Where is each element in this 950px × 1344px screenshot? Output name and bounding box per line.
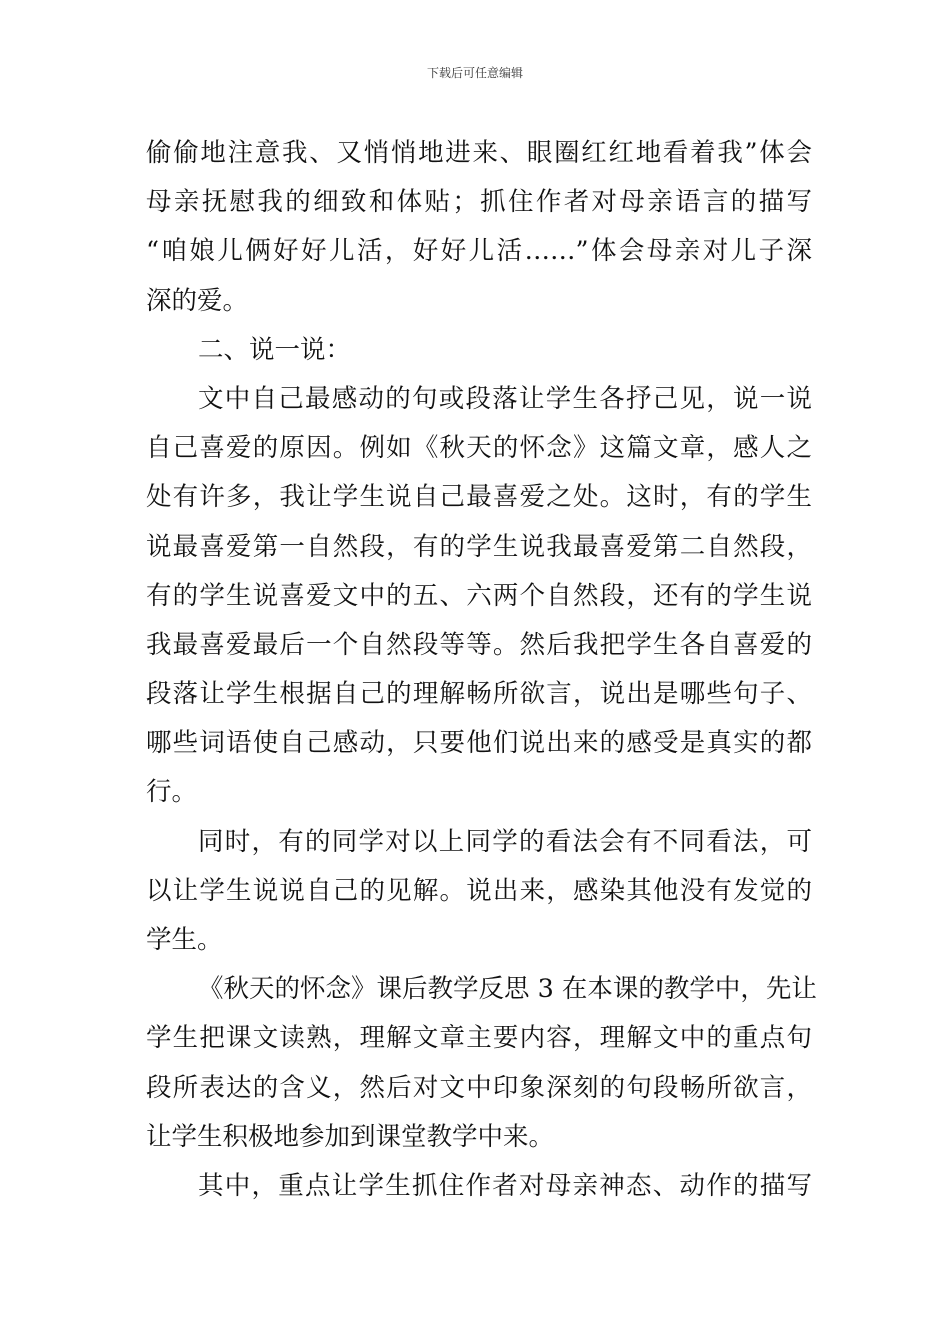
document-body (146, 129, 817, 1211)
text-line: “咱娘儿俩好好儿活，好好儿活……”体会母亲对儿子深 (146, 236, 812, 267)
text-line: 说最喜爱第一自然段，有的学生说我最喜爱第二自然段， (146, 531, 812, 562)
text-line: 段所表达的含义，然后对文中印象深刻的句段畅所欲言， (146, 1072, 812, 1103)
text-line: 学生把课文读熟，理解文章主要内容，理解文中的重点句 (146, 1023, 812, 1054)
text-line: 以让学生说说自己的见解。说出来，感染其他没有发觉的 (146, 875, 812, 906)
text-line: 行。 (146, 777, 198, 808)
text-line: 让学生积极地参加到课堂教学中来。 (146, 1121, 555, 1152)
page-header: 下载后可任意编辑 (426, 66, 523, 80)
text-line: 我最喜爱最后一个自然段等等。然后我把学生各自喜爱的 (146, 629, 812, 660)
text-line: 有的学生说喜爱文中的五、六两个自然段，还有的学生说 (146, 580, 812, 611)
text-line: 深的爱。 (146, 285, 249, 316)
text-line: 母亲抚慰我的细致和体贴；抓住作者对母亲语言的描写 (146, 187, 812, 218)
text-line: 自己喜爱的原因。例如《秋天的怀念》这篇文章，感人之 (146, 433, 812, 464)
section-heading: 二、说一说： (198, 334, 352, 365)
text-line: 其中，重点让学生抓住作者对母亲神态、动作的描写 (198, 1170, 812, 1201)
text-line: 同时，有的同学对以上同学的看法会有不同看法，可 (198, 826, 812, 857)
text-line: 段落让学生根据自己的理解畅所欲言，说出是哪些句子、 (146, 679, 812, 710)
text-line: 偷偷地注意我、又悄悄地进来、眼圈红红地看着我”体会 (146, 138, 812, 168)
text-line: 学生。 (146, 925, 223, 955)
text-line: 处有许多，我让学生说自己最喜爱之处。这时，有的学生 (146, 482, 812, 513)
text-line: 哪些词语使自己感动，只要他们说出来的感受是真实的都 (146, 728, 812, 759)
text-line: 文中自己最感动的句或段落让学生各抒己见，说一说 (198, 383, 812, 414)
text-line: 《秋天的怀念》课后教学反思 3 在本课的教学中，先让 (198, 974, 817, 1005)
